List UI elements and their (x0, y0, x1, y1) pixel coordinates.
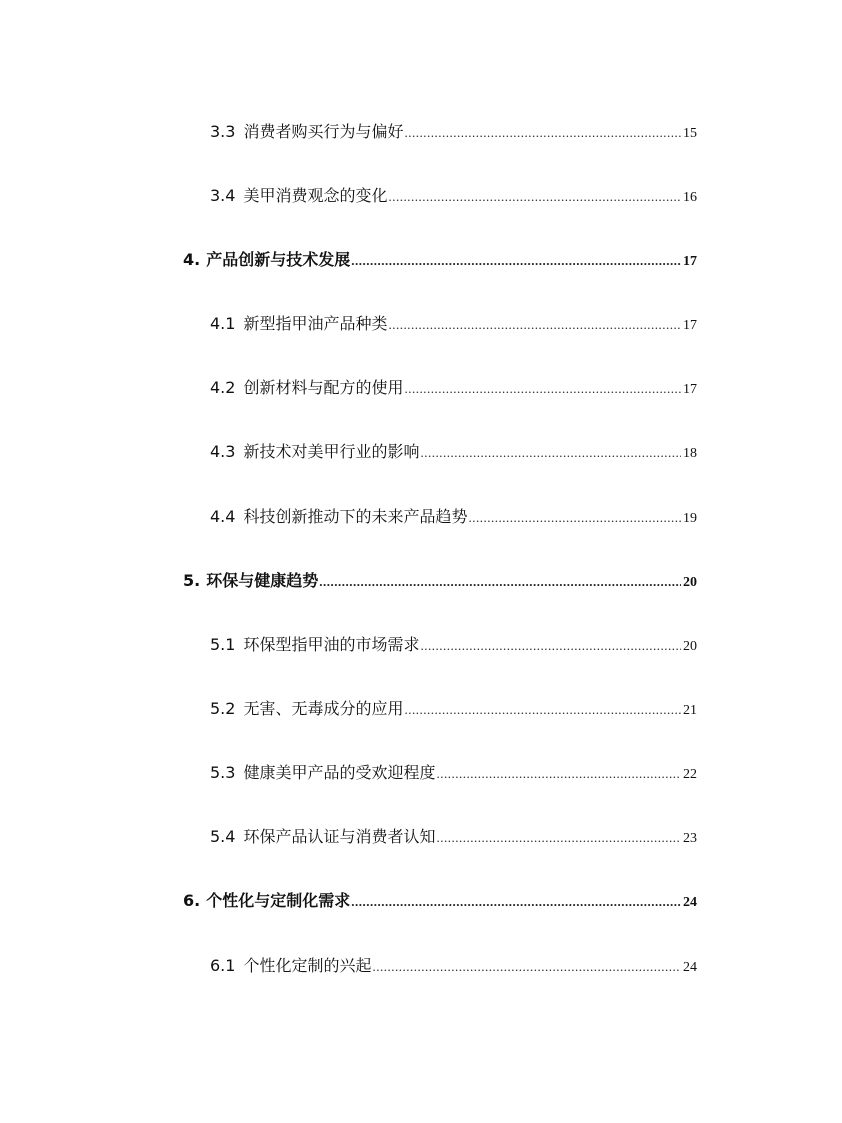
toc-dot-leader (468, 510, 681, 526)
toc-entry-6-1[interactable] (210, 953, 697, 976)
toc-entry-number: 4. (183, 250, 201, 269)
toc-entry-title: 环保与健康趋势 (206, 571, 319, 590)
toc-dot-leader (319, 574, 681, 590)
toc-entry-4[interactable] (183, 247, 697, 270)
toc-dot-leader (388, 189, 681, 205)
toc-dot-leader (420, 445, 681, 461)
toc-dot-leader (372, 959, 681, 975)
toc-entry-number: 3.3 (210, 122, 236, 141)
toc-entry-number: 5.1 (210, 635, 236, 654)
toc-entry-4-3[interactable] (210, 439, 697, 462)
toc-dot-leader (404, 125, 681, 141)
toc-entry-page: 20 (683, 575, 697, 590)
toc-entry-page: 19 (683, 511, 697, 526)
toc-entry-title: 个性化定制的兴起 (243, 956, 372, 975)
toc-entry-title: 消费者购买行为与偏好 (243, 122, 404, 141)
toc-entry-number: 6. (183, 891, 201, 910)
toc-entry-page: 23 (683, 831, 697, 846)
toc-entry-4-1[interactable] (210, 311, 697, 334)
toc-entry-number: 5.2 (210, 699, 236, 718)
toc-entry-title: 产品创新与技术发展 (206, 250, 351, 269)
toc-entry-title: 健康美甲产品的受欢迎程度 (243, 763, 436, 782)
toc-entry-page: 21 (683, 703, 697, 718)
toc-entry-page: 15 (683, 126, 697, 141)
toc-entry-5-3[interactable] (210, 760, 697, 783)
toc-entry-6[interactable] (183, 888, 697, 911)
toc-entry-page: 17 (683, 254, 697, 269)
toc-entry-number: 4.2 (210, 378, 236, 397)
toc-entry-number: 5.3 (210, 763, 236, 782)
toc-entry-title: 环保型指甲油的市场需求 (243, 635, 420, 654)
toc-entry-number: 4.4 (210, 507, 236, 526)
toc-entry-page: 24 (683, 960, 697, 975)
toc-entry-title: 美甲消费观念的变化 (243, 186, 388, 205)
toc-dot-leader (351, 894, 681, 910)
toc-entry-3-4[interactable] (210, 183, 697, 206)
toc-dot-leader (388, 317, 681, 333)
toc-dot-leader (436, 830, 681, 846)
toc-entry-5[interactable] (183, 568, 697, 591)
toc-entry-title: 创新材料与配方的使用 (243, 378, 404, 397)
toc-entry-title: 新型指甲油产品种类 (243, 314, 388, 333)
toc-entry-number: 5.4 (210, 827, 236, 846)
toc-entry-number: 4.3 (210, 442, 236, 461)
toc-entry-page: 22 (683, 767, 697, 782)
toc-entry-page: 17 (683, 318, 697, 333)
toc-entry-number: 3.4 (210, 186, 236, 205)
toc-entry-page: 18 (683, 446, 697, 461)
toc-entry-page: 24 (683, 895, 697, 910)
toc-entry-title: 个性化与定制化需求 (206, 891, 351, 910)
toc-entry-4-2[interactable] (210, 375, 697, 398)
toc-dot-leader (351, 253, 681, 269)
toc-entry-4-4[interactable] (210, 504, 697, 527)
toc-entry-title: 环保产品认证与消费者认知 (243, 827, 436, 846)
toc-entry-page: 17 (683, 382, 697, 397)
toc-dot-leader (420, 638, 681, 654)
toc-entry-3-3[interactable] (210, 119, 697, 142)
toc-entry-title: 无害、无毒成分的应用 (243, 699, 404, 718)
toc-entry-5-1[interactable] (210, 632, 697, 655)
toc-entry-title: 新技术对美甲行业的影响 (243, 442, 420, 461)
toc-dot-leader (404, 702, 681, 718)
toc-entry-number: 5. (183, 571, 201, 590)
toc-entry-5-4[interactable] (210, 824, 697, 847)
toc-entry-page: 20 (683, 639, 697, 654)
toc-dot-leader (436, 766, 681, 782)
toc-dot-leader (404, 381, 681, 397)
toc-entry-number: 4.1 (210, 314, 236, 333)
toc-entry-number: 6.1 (210, 956, 236, 975)
toc-entry-title: 科技创新推动下的未来产品趋势 (243, 507, 468, 526)
toc-entry-page: 16 (683, 190, 697, 205)
toc-entry-5-2[interactable] (210, 696, 697, 719)
